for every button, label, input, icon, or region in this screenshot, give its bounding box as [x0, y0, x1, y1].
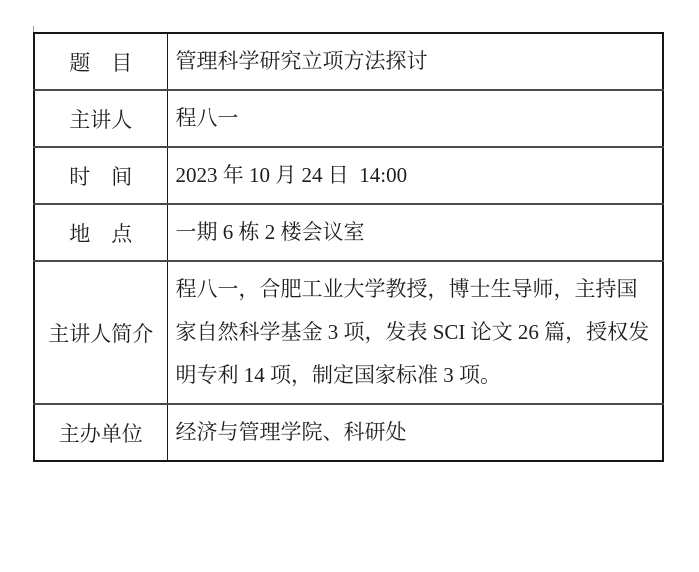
row-location-label: 地 点 [34, 204, 167, 261]
row-time [34, 147, 663, 204]
row-organizer-value: 经济与管理学院、科研处 [167, 404, 663, 461]
seminar-info-table [33, 32, 664, 462]
row-title [34, 33, 663, 90]
row-organizer-label: 主办单位 [34, 404, 167, 461]
row-organizer [34, 404, 663, 461]
row-title-value: 管理科学研究立项方法探讨 [175, 49, 428, 73]
row-location-value: 一期 6 栋 2 楼会议室 [167, 204, 663, 261]
row-speaker-value: 程八一 [167, 90, 663, 147]
row-speaker-bio [34, 261, 663, 404]
row-speaker-bio-label: 主讲人简介 [34, 261, 167, 404]
row-time-value: 2023 年 10 月 24 日 14:00 [167, 147, 663, 204]
row-time-label: 时 间 [34, 147, 167, 204]
row-speaker-label: 主讲人 [34, 90, 167, 147]
row-speaker-bio-value: 程八一，合肥工业大学教授，博士生导师，主持国家自然科学基金 3 项，发表 SCI 论文 26 篇，授权发明专利 14 项，制定国家标准 3 项。 [167, 261, 663, 404]
row-speaker [34, 90, 663, 147]
row-location [34, 204, 663, 261]
row-title-label: 题 目 [34, 33, 167, 90]
